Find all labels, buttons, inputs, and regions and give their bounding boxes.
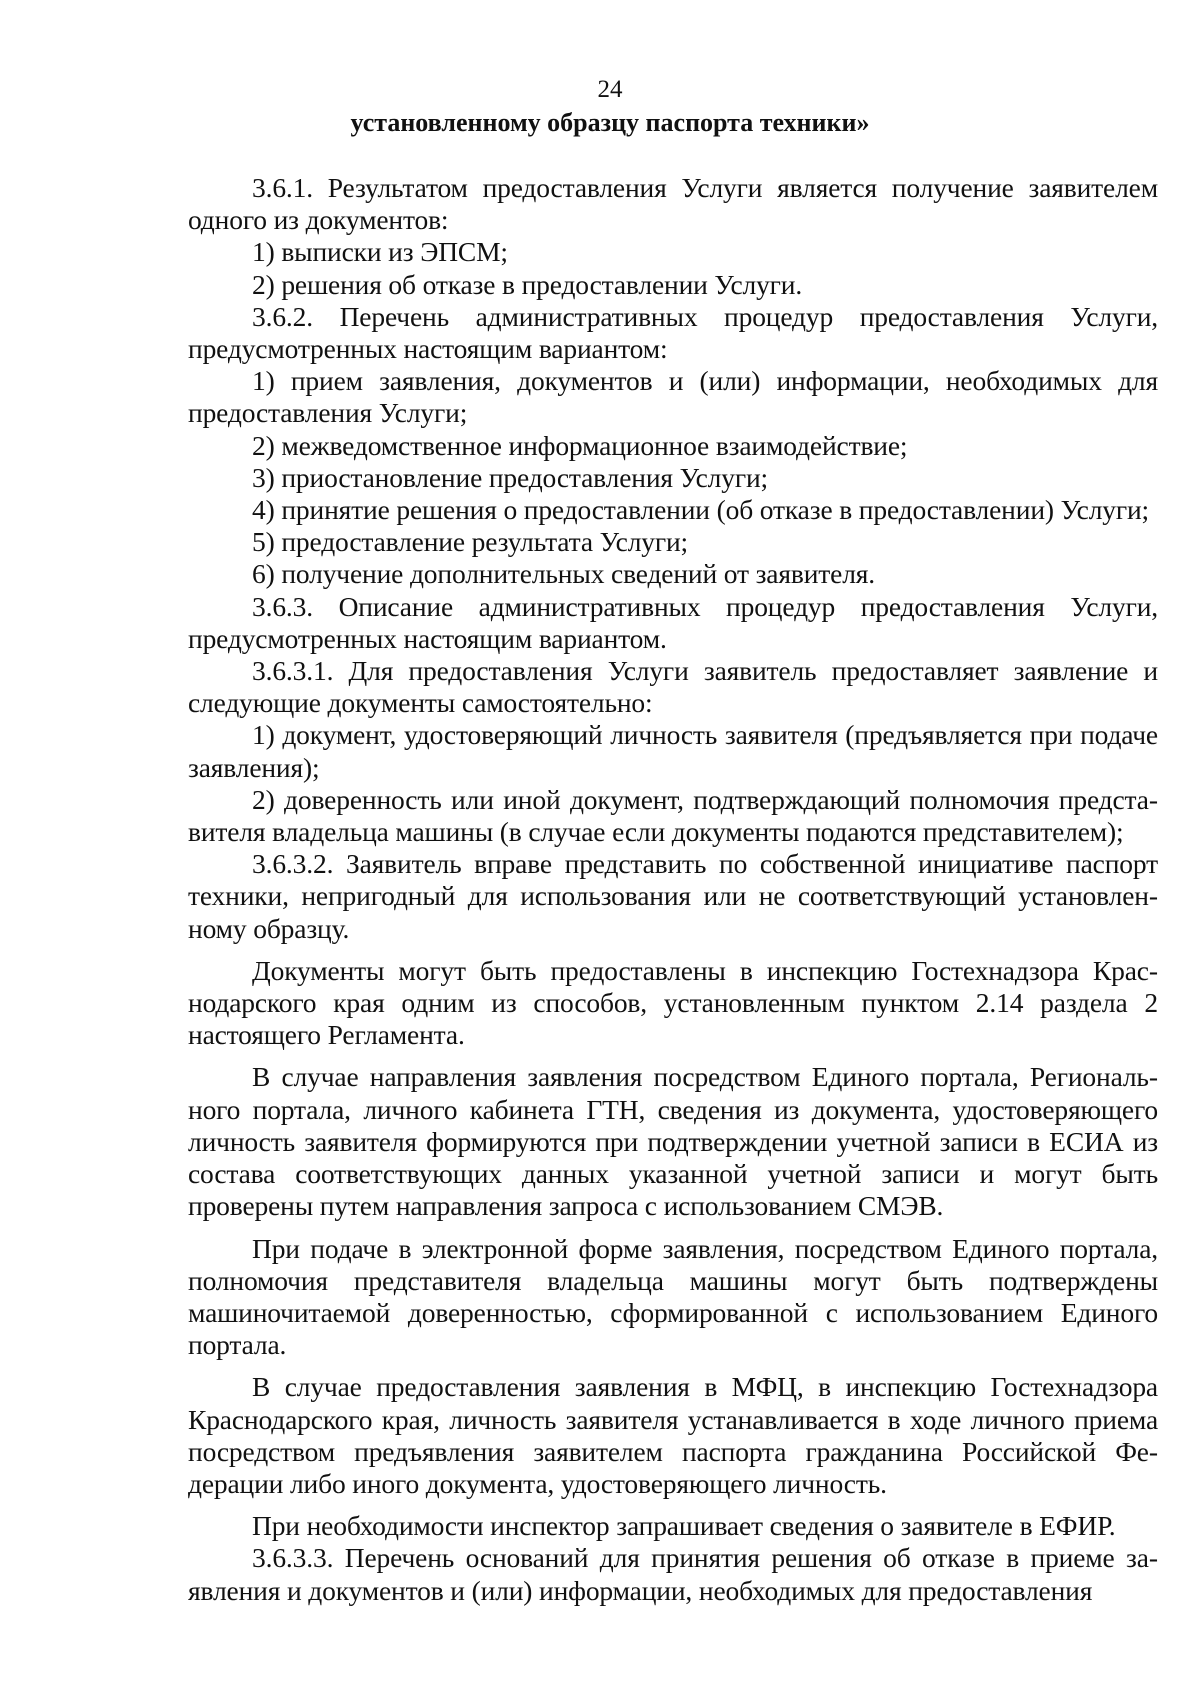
paragraph: 3.6.3.2. Заявитель вправе представить по собственной инициативе паспорт техники, непригодный для использования или не соответствующий установленному образцу.: [188, 848, 1158, 944]
section-title: установленному образцу паспорта техники»: [350, 108, 870, 137]
body-text: [188, 172, 1158, 1607]
paragraph: 3.6.1. Результатом предоставления Услуги является получение заявителем одного из документов:: [188, 172, 1158, 236]
paragraph: В случае предоставления заявления в МФЦ, в инспекцию Гостехнадзора Краснодарского края, личность заявителя устанавливается в ходе личного приема посредством предъявления заявителем паспорта гражданина Российской Федерации либо иного документа, удостоверяющего личность.: [188, 1371, 1158, 1499]
paragraph: При необходимости инспектор запрашивает сведения о заявителе в ЕФИР.: [252, 1510, 1116, 1542]
paragraph: При подаче в электронной форме заявления, посредством Единого портала, полномочия представителя владельца машины могут быть подтверждены машиночитаемой доверенностью, сформированной с использованием Единого портала.: [188, 1232, 1158, 1361]
paragraph: 1) документ, удостоверяющий личность заявителя (предъявляется при подаче заявления);: [188, 719, 1158, 783]
paragraph: 1) прием заявления, документов и (или) информации, необходимых для предоставления Услуги;: [188, 365, 1158, 429]
paragraph: 1) выписки из ЭПСМ;: [252, 236, 508, 268]
paragraph: 3.6.3.1. Для предоставления Услуги заявитель предоставляет заявление и следующие документы самостоятельно:: [188, 655, 1158, 719]
paragraph: 5) предоставление результата Услуги;: [252, 526, 689, 558]
paragraph: Документы могут быть предоставлены в инспекцию Гостехнадзора Краснодарского края одним из способов, установленным пунктом 2.14 раздела 2 настоящего Регламента.: [188, 954, 1158, 1051]
paragraph: В случае направления заявления посредством Единого портала, Регионального портала, личного кабинета ГТН, сведения из документа, удостоверяющего личность заявителя формируются при подтверждении учетной записи в ЕСИА из состава соответствующих данных указанной учетной записи и могут быть проверены путем направления запроса с использованием СМЭВ.: [188, 1061, 1158, 1222]
paragraph: 6) получение дополнительных сведений от заявителя.: [252, 558, 875, 590]
paragraph: 2) доверенность или иной документ, подтверждающий полномочия представителя владельца машины (в случае если документы подаются представителем);: [188, 783, 1158, 848]
paragraph: 2) решения об отказе в предоставлении Услуги.: [252, 268, 803, 300]
paragraph: 3.6.3.3. Перечень оснований для принятия решения об отказе в приеме заявления и документов и (или) информации, необходимых для предоставления: [188, 1542, 1158, 1606]
paragraph: 3.6.3. Описание административных процедур предоставления Услуги, предусмотренных настоящим вариантом.: [188, 590, 1158, 654]
paragraph: 4) принятие решения о предоставлении (об отказе в предоставлении) Услуги;: [252, 494, 1150, 526]
page-number: 24: [597, 76, 623, 103]
paragraph: 3) приостановление предоставления Услуги;: [252, 461, 769, 493]
paragraph: 3.6.2. Перечень административных процедур предоставления Услуги, предусмотренных настоящим вариантом:: [188, 300, 1158, 365]
paragraph: 2) межведомственное информационное взаимодействие;: [252, 429, 908, 461]
